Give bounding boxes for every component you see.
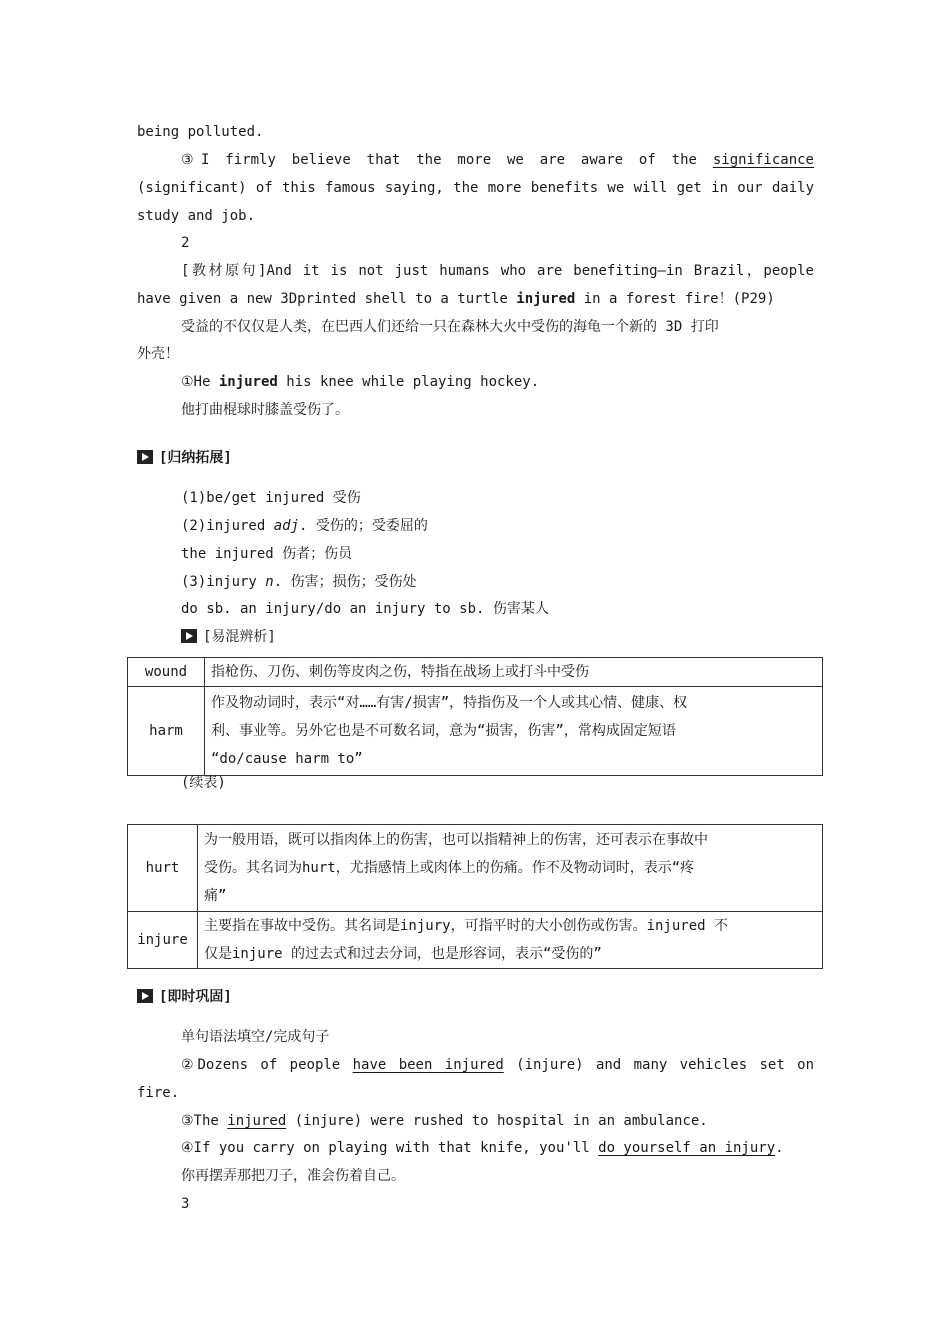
- expand-line2-pos: adj: [273, 518, 300, 534]
- practice-2-answer: have been injured: [352, 1057, 504, 1073]
- expand-line1: (1)be/get injured 受伤: [181, 490, 361, 506]
- play-triangle-icon: [137, 989, 153, 1003]
- source-line2-text: have given a new 3Dprinted shell to a turtle: [137, 291, 517, 307]
- table-desc-cell: [205, 658, 823, 687]
- example-1-keyword: injured: [218, 374, 278, 390]
- item-number-2: 2: [181, 235, 190, 251]
- practice-2-end: (injure) and many vehicles set on: [503, 1057, 814, 1073]
- example-3-line2: (significant) of this famous saying, the more benefits we will get in our daily: [137, 180, 814, 196]
- table-desc-line: 主要指在事故中受伤。其名词是injury，可指平时的大小创伤或伤害。injured 不: [204, 918, 729, 934]
- expand-line3: the injured 伤者；伤员: [181, 546, 353, 562]
- table-desc-cell: [205, 687, 823, 776]
- section-heading-expand-text: [归纳拓展]: [159, 450, 232, 466]
- source-line1: [教材原句]And it is not just humans who are benefiting—in Brazil，people: [181, 263, 814, 279]
- practice-4-translation: 你再摆弄那把刀子，准会伤着自己。: [181, 1168, 405, 1184]
- expand-line4: [181, 568, 417, 596]
- expand-line4-end: . 伤害；损伤；受伤处: [273, 574, 417, 590]
- example-3-line3: study and job.: [137, 208, 256, 224]
- expand-line4-pos: n: [265, 574, 274, 590]
- practice-3-end: (injure) were rushed to hospital in an ambulance.: [286, 1113, 708, 1129]
- compare-table-1: [127, 657, 823, 776]
- table-row: [128, 912, 823, 969]
- source-keyword: injured: [516, 291, 576, 307]
- table-desc-line: 作及物动词时，表示“对……有害/损害”，特指伤及一个人或其心情、健康、权: [211, 695, 688, 711]
- table-desc-line: 为一般用语，既可以指肉体上的伤害，也可以指精神上的伤害，还可表示在事故中: [204, 832, 708, 848]
- table-desc-line: 仅是injure 的过去式和过去分词，也是形容词，表示“受伤的”: [204, 946, 602, 962]
- practice-3: [181, 1107, 708, 1135]
- expand-line2-start: (2)injured: [181, 518, 274, 534]
- intro-line: being polluted.: [137, 124, 264, 140]
- table-desc-line: “do/cause harm to”: [211, 751, 363, 767]
- source-translation2: 外壳！: [137, 346, 179, 362]
- table-desc-cell: [198, 825, 823, 912]
- example-3-answer: significance: [712, 152, 814, 168]
- table-row: [128, 825, 823, 912]
- practice-4-start: ④If you carry on playing with that knife, you'll: [181, 1140, 599, 1156]
- expand-line4-start: (3)injury: [181, 574, 266, 590]
- example-3: [181, 146, 814, 174]
- section-heading-compare: [181, 623, 276, 651]
- practice-3-answer: injured: [227, 1113, 287, 1129]
- table-word-cell: hurt: [128, 825, 198, 912]
- practice-2-line2: fire.: [137, 1085, 180, 1101]
- section-heading-compare-text: [易混辨析]: [203, 629, 276, 645]
- table-desc-line: 指枪伤、刀伤、刺伤等皮肉之伤，特指在战场上或打斗中受伤: [211, 664, 589, 680]
- practice-2-start: ②Dozens of people: [181, 1057, 353, 1073]
- table-desc-cell: [198, 912, 823, 969]
- table-row: [128, 658, 823, 687]
- play-triangle-icon: [181, 629, 197, 643]
- example-1: [181, 368, 539, 396]
- section-heading-expand: [137, 444, 232, 472]
- table-word-cell: wound: [128, 658, 205, 687]
- table-row: [128, 687, 823, 776]
- practice-4-answer: do yourself an injury: [598, 1140, 776, 1156]
- item-number-3: 3: [181, 1196, 190, 1212]
- example-3-text: ③I firmly believe that the more we are aware of the: [181, 152, 713, 168]
- expand-line2: [181, 512, 428, 540]
- practice-2: [181, 1051, 814, 1079]
- table-desc-line: 痛”: [204, 888, 227, 904]
- play-triangle-icon: [137, 450, 153, 464]
- table-desc-line: 利、事业等。另外它也是不可数名词，意为“损害，伤害”，常构成固定短语: [211, 723, 676, 739]
- continued-label: (续表): [181, 775, 226, 791]
- source-line2-end: in a forest fire！(P29): [575, 291, 775, 307]
- example-1-translation: 他打曲棍球时膝盖受伤了。: [181, 402, 349, 418]
- source-translation1: 受益的不仅仅是人类，在巴西人们还给一只在森林大火中受伤的海龟一个新的 3D 打印: [181, 319, 719, 335]
- practice-4: [181, 1134, 784, 1162]
- section-heading-practice: [137, 983, 232, 1011]
- expand-line5: do sb. an injury/do an injury to sb. 伤害某人: [181, 601, 549, 617]
- practice-title: 单句语法填空/完成句子: [181, 1029, 330, 1045]
- table-word-cell: harm: [128, 687, 205, 776]
- section-heading-practice-text: [即时巩固]: [159, 989, 232, 1005]
- expand-line2-end: . 受伤的；受委屈的: [299, 518, 428, 534]
- practice-4-end: .: [775, 1140, 784, 1156]
- practice-3-start: ③The: [181, 1113, 228, 1129]
- compare-table-2: [127, 824, 823, 969]
- table-desc-line: 受伤。其名词为hurt，尤指感情上或肉体上的伤痛。作不及物动词时，表示“疼: [204, 860, 695, 876]
- example-1-start: ①He: [181, 374, 219, 390]
- table-word-cell: injure: [128, 912, 198, 969]
- example-1-end: his knee while playing hockey.: [277, 374, 540, 390]
- source-line2: [137, 285, 775, 313]
